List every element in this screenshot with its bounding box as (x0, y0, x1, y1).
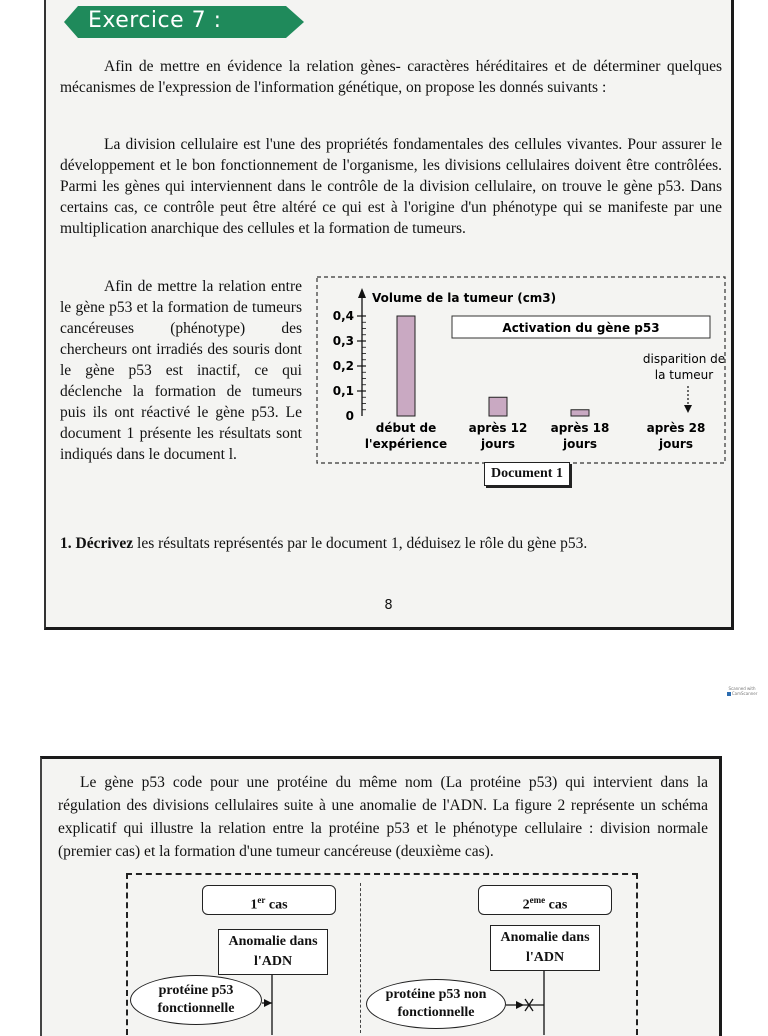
intro-paragraph: Afin de mettre en évidence la relation gènes- caractères héréditaires et de déterminer quelques mécanismes de l'expression de l'information génétique, on propose les donnés suivants : (60, 58, 722, 96)
y-axis-label: Volume de la tumeur (cm3) (372, 291, 557, 305)
bar (397, 316, 415, 416)
case1-arrow-icon (264, 999, 272, 1007)
x-tick-label: après 18 (550, 421, 610, 435)
x-tick-label: après 12 (468, 421, 528, 435)
exercise-page (44, 0, 734, 630)
scanner-watermark (722, 686, 762, 696)
disappearance-arrow-head (684, 405, 692, 413)
case-1-label: 1er cas (202, 885, 336, 915)
case-1-dna-anomaly-box: Anomalie dans l'ADN (218, 929, 328, 975)
x-labels (365, 421, 706, 451)
question-verb: Décrivez (75, 535, 134, 552)
experiment-paragraph: Afin de mettre la relation entre le gène p53 et la formation de tumeurs cancéreuses (phénotype) des chercheurs ont irradiés des souris dont le gène p53 est inactif, ce qui déclenche la formation de tumeurs puis ils ont réactivé le gène p53. Le document 1 présente les résultats sont indiqués dans le document l. (60, 278, 302, 463)
y-tick-label: 0 (345, 409, 354, 423)
figure-2-diagram (126, 873, 638, 1035)
tumor-volume-bar-chart (316, 276, 728, 466)
case2-arrow-icon (516, 1001, 524, 1009)
question-number: 1. (60, 535, 72, 552)
y-axis-arrow (358, 288, 366, 298)
x-tick-label: début de (375, 421, 437, 435)
functional-p53-protein: protéine p53 fonctionnelle (130, 975, 262, 1025)
disappearance-label-line1: disparition de (642, 352, 726, 366)
x-tick-label: jours (659, 437, 693, 451)
x-tick-label: après 28 (646, 421, 706, 435)
x-tick-label: jours (481, 437, 515, 451)
question-1 (60, 535, 587, 553)
y-tick-label: 0,4 (332, 309, 354, 323)
case-2-dna-anomaly-box: Anomalie dans l'ADN (490, 925, 600, 971)
y-tick-label: 0,2 (332, 359, 354, 373)
y-tick-label: 0,3 (332, 334, 354, 348)
page-number: 8 (384, 598, 393, 613)
watermark-line2: CamScanner (731, 691, 758, 696)
activation-label: Activation du gène p53 (502, 321, 660, 335)
y-tick-label: 0,1 (332, 384, 354, 398)
y-ticks (333, 309, 366, 423)
nonfunctional-p53-protein: protéine p53 non fonctionnelle (366, 979, 506, 1029)
exercise-banner (64, 6, 304, 38)
p53-paragraph: Le gène p53 code pour une protéine du même nom (La protéine p53) qui intervient dans la régulation des divisions cellulaires suite à une anomalie de l'ADN. La figure 2 représente un schéma explicatif qui illustre la relation entre la protéine p53 et le phénotype cellulaire : division normale (premier cas) et la formation d'une tumeur cancéreuse (deuxième cas). (58, 774, 708, 860)
x-tick-label: jours (563, 437, 597, 451)
bar (571, 410, 589, 416)
document-1-caption: Document 1 (484, 462, 570, 486)
disappearance-label-line2: la tumeur (654, 368, 714, 382)
exercise-title: Exercice 7 : (88, 8, 222, 33)
figure-2-separator (360, 883, 361, 1033)
x-tick-label: l'expérience (364, 437, 448, 451)
document-1-chart (316, 276, 728, 466)
watermark-line1: Scanned with (728, 686, 756, 691)
camscanner-logo-icon (727, 692, 731, 696)
context-paragraph: La division cellulaire est l'une des propriétés fondamentales des cellules vivantes. Pour assurer le développement et le bon fonctionnement de l'organisme, les divisions cellulaires doivent être contrôlées. Parmi les gènes qui interviennent dans le contrôle de la division cellulaire, on trouve le gène p53. Dans certains cas, ce contrôle peut être altéré ce qui est à l'origine d'un phénotype qui se manifeste par une multiplication anarchique des cellules et la formation de tumeurs. (60, 136, 722, 237)
bar (489, 397, 507, 416)
exercise-page-2 (40, 756, 722, 1036)
question-text: les résultats représentés par le document 1, déduisez le rôle du gène p53. (133, 535, 588, 552)
case-2-label: 2eme cas (478, 885, 612, 915)
